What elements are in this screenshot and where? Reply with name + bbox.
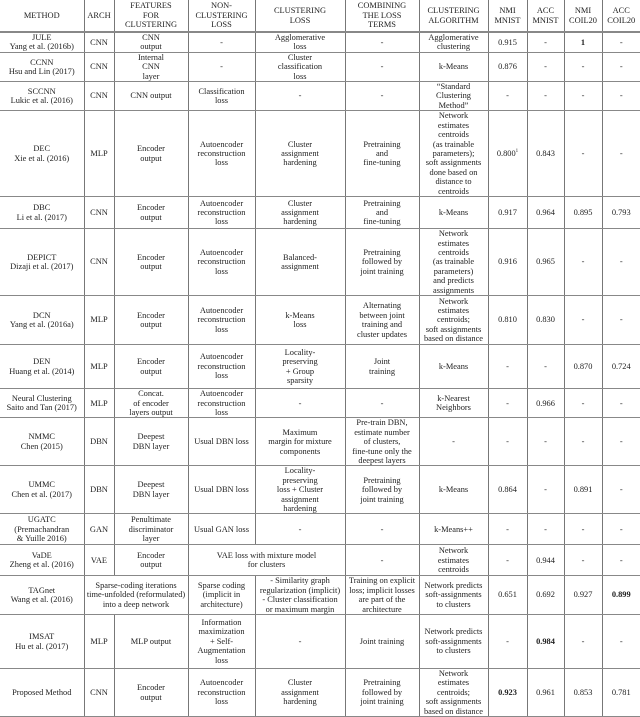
table-cell: Autoencoder reconstruction loss xyxy=(188,197,255,229)
table-cell: Sparse-coding iterations time-unfolded (reformulated) into a deep network xyxy=(84,576,188,615)
table-cell: 0.651 xyxy=(488,576,527,615)
table-cell: Usual DBN loss xyxy=(188,466,255,514)
table-cell: Classification loss xyxy=(188,82,255,111)
column-header: METHOD xyxy=(0,0,84,32)
table-cell: - xyxy=(188,32,255,52)
table-row xyxy=(0,32,640,52)
method-cell: Proposed Method xyxy=(0,669,84,717)
table-cell: - xyxy=(345,545,419,576)
table-cell: MLP xyxy=(84,345,114,389)
table-cell: 0.781 xyxy=(602,669,640,717)
column-header: FEATURES FOR CLUSTERING xyxy=(114,0,188,32)
table-cell: - xyxy=(255,615,345,669)
table-cell: - xyxy=(345,32,419,52)
table-cell: MLP xyxy=(84,389,114,418)
table-cell: Deepest DBN layer xyxy=(114,466,188,514)
table-cell: Pretraining and fine-tuning xyxy=(345,111,419,197)
table-row xyxy=(0,345,640,389)
table-cell: 0.724 xyxy=(602,345,640,389)
table-cell: - xyxy=(488,545,527,576)
table-cell: Penultimate discriminator layer xyxy=(114,514,188,545)
table-cell: 0.966 xyxy=(527,389,564,418)
table-cell: CNN xyxy=(84,669,114,717)
table-cell: - xyxy=(602,229,640,296)
table-row xyxy=(0,466,640,514)
method-cell: JULE Yang et al. (2016b) xyxy=(0,32,84,52)
table-row xyxy=(0,615,640,669)
table-cell: Agglomerative loss xyxy=(255,32,345,52)
table-cell: DBN xyxy=(84,466,114,514)
table-cell: Joint training xyxy=(345,615,419,669)
table-row xyxy=(0,389,640,418)
table-cell: Autoencoder reconstruction loss xyxy=(188,669,255,717)
table-cell: VAE loss with mixture model for clusters xyxy=(188,545,345,576)
table-cell: Network estimates centroids xyxy=(419,545,488,576)
table-cell: Encoder output xyxy=(114,111,188,197)
table-cell: - xyxy=(602,418,640,466)
method-cell: NMMC Chen (2015) xyxy=(0,418,84,466)
table-cell: - xyxy=(488,615,527,669)
table-row xyxy=(0,197,640,229)
table-cell: Encoder output xyxy=(114,345,188,389)
table-cell: MLP xyxy=(84,296,114,345)
table-cell: - xyxy=(188,52,255,81)
table-cell: 0.917 xyxy=(488,197,527,229)
table-row xyxy=(0,82,640,111)
table-cell: 0.923 xyxy=(488,669,527,717)
table-cell: 0.944 xyxy=(527,545,564,576)
table-row xyxy=(0,296,640,345)
table-cell: Locality- preserving loss + Cluster assignment hardening xyxy=(255,466,345,514)
table-cell: DBN xyxy=(84,418,114,466)
table-cell: 0.876 xyxy=(488,52,527,81)
table-cell: Encoder output xyxy=(114,545,188,576)
table-cell: - xyxy=(564,296,602,345)
table-cell: k-Means loss xyxy=(255,296,345,345)
table-cell: - xyxy=(602,514,640,545)
table-cell: Usual GAN loss xyxy=(188,514,255,545)
table-cell: Pretraining followed by joint training xyxy=(345,669,419,717)
table-cell: Concat. of encoder layers output xyxy=(114,389,188,418)
table-cell: - xyxy=(488,514,527,545)
table-cell: - xyxy=(255,389,345,418)
table-cell: 0.899 xyxy=(602,576,640,615)
table-cell: 0.692 xyxy=(527,576,564,615)
table-cell: - xyxy=(602,615,640,669)
table-cell: - xyxy=(602,466,640,514)
table-row xyxy=(0,52,640,81)
table-cell: - xyxy=(564,111,602,197)
table-cell: - xyxy=(564,82,602,111)
table-cell: - xyxy=(345,514,419,545)
table-cell: - xyxy=(602,296,640,345)
table-cell: - xyxy=(527,345,564,389)
table-row xyxy=(0,418,640,466)
table-cell: - xyxy=(564,615,602,669)
table-cell: Network estimates centroids (as trainable parameters); soft assignments done based on distance to centroids xyxy=(419,111,488,197)
table-cell: 0.870 xyxy=(564,345,602,389)
table-row xyxy=(0,545,640,576)
table-row xyxy=(0,514,640,545)
table-row xyxy=(0,229,640,296)
table-cell: GAN xyxy=(84,514,114,545)
table-cell: 0.964 xyxy=(527,197,564,229)
column-header: CLUSTERING ALGORITHM xyxy=(419,0,488,32)
table-cell xyxy=(488,111,527,197)
table-cell: Encoder output xyxy=(114,197,188,229)
table-cell: Balanced- assignment xyxy=(255,229,345,296)
table-cell: - xyxy=(602,389,640,418)
table-cell: CNN xyxy=(84,82,114,111)
method-cell: DBC Li et al. (2017) xyxy=(0,197,84,229)
table-cell: k-Means xyxy=(419,52,488,81)
table-cell: Pretraining and fine-tuning xyxy=(345,197,419,229)
table-cell: - Similarity graph regularization (implicit) - Cluster classification or maximum margin xyxy=(255,576,345,615)
method-cell: DEN Huang et al. (2014) xyxy=(0,345,84,389)
table-cell: Pretraining followed by joint training xyxy=(345,229,419,296)
table-cell: - xyxy=(488,389,527,418)
table-cell: MLP xyxy=(84,615,114,669)
table-cell: Training on explicit loss; implicit losses are part of the architecture xyxy=(345,576,419,615)
table-cell: Pretraining followed by joint training xyxy=(345,466,419,514)
table-cell: Network predicts soft-assignments to clusters xyxy=(419,576,488,615)
table-cell: 0.793 xyxy=(602,197,640,229)
column-header: NMI COIL20 xyxy=(564,0,602,32)
table-cell: Locality- preserving + Group sparsity xyxy=(255,345,345,389)
method-cell: Neural Clustering Saito and Tan (2017) xyxy=(0,389,84,418)
table-row xyxy=(0,669,640,717)
table-cell: - xyxy=(564,418,602,466)
table-cell: - xyxy=(345,82,419,111)
table-cell: Usual DBN loss xyxy=(188,418,255,466)
table-cell: Cluster classification loss xyxy=(255,52,345,81)
table-cell: - xyxy=(564,545,602,576)
method-cell: UGATC (Premachandran & Yuille 2016) xyxy=(0,514,84,545)
table-cell: - xyxy=(602,111,640,197)
table-cell: Agglomerative clustering xyxy=(419,32,488,52)
table-cell: 0.965 xyxy=(527,229,564,296)
table-cell: 0.830 xyxy=(527,296,564,345)
table-cell: CNN xyxy=(84,197,114,229)
table-cell: Autoencoder reconstruction loss xyxy=(188,229,255,296)
table-cell: Network estimates centroids (as trainable parameters) and predicts assignments xyxy=(419,229,488,296)
table-cell: Cluster assignment hardening xyxy=(255,669,345,717)
column-header: CLUSTERING LOSS xyxy=(255,0,345,32)
table-cell: Cluster assignment hardening xyxy=(255,111,345,197)
table-cell: CNN xyxy=(84,32,114,52)
column-header: ARCH xyxy=(84,0,114,32)
table-cell: - xyxy=(527,52,564,81)
table-cell: - xyxy=(345,52,419,81)
column-header: NON- CLUSTERING LOSS xyxy=(188,0,255,32)
table-cell: 0.891 xyxy=(564,466,602,514)
table-cell: Autoencoder reconstruction loss xyxy=(188,345,255,389)
column-header: NMI MNIST xyxy=(488,0,527,32)
table-cell: MLP xyxy=(84,111,114,197)
column-header: ACC COIL20 xyxy=(602,0,640,32)
table-cell: - xyxy=(564,52,602,81)
table-cell: VAE xyxy=(84,545,114,576)
table-cell: 1 xyxy=(564,32,602,52)
table-cell: - xyxy=(527,82,564,111)
table-row xyxy=(0,111,640,197)
table-cell: 0.961 xyxy=(527,669,564,717)
table-cell: Maximum margin for mixture components xyxy=(255,418,345,466)
method-cell: CCNN Hsu and Lin (2017) xyxy=(0,52,84,81)
table-cell: Network estimates centroids; soft assignments based on distance xyxy=(419,296,488,345)
table-cell: 0.864 xyxy=(488,466,527,514)
table-cell: 0.810 xyxy=(488,296,527,345)
table-cell: k-Nearest Neighbors xyxy=(419,389,488,418)
table-cell: - xyxy=(602,52,640,81)
table-cell: Encoder output xyxy=(114,669,188,717)
table-cell: - xyxy=(345,389,419,418)
table-cell: - xyxy=(488,345,527,389)
table-cell: CNN xyxy=(84,52,114,81)
table-cell: Network predicts soft-assignments to clusters xyxy=(419,615,488,669)
table-cell: 0.927 xyxy=(564,576,602,615)
table-cell: Autoencoder reconstruction loss xyxy=(188,296,255,345)
method-cell: VaDE Zheng et al. (2016) xyxy=(0,545,84,576)
table-cell: Information maximization + Self- Augmentation loss xyxy=(188,615,255,669)
table-cell: k-Means xyxy=(419,345,488,389)
table-cell: - xyxy=(255,514,345,545)
table-cell: 0.916 xyxy=(488,229,527,296)
table-cell: CNN xyxy=(84,229,114,296)
method-cell: TAGnet Wang et al. (2016) xyxy=(0,576,84,615)
table-cell: - xyxy=(419,418,488,466)
table-cell: - xyxy=(527,466,564,514)
table-cell: Encoder output xyxy=(114,229,188,296)
method-cell: SCCNN Lukic et al. (2016) xyxy=(0,82,84,111)
table-cell: Deepest DBN layer xyxy=(114,418,188,466)
table-cell: Pre-train DBN, estimate number of clusters, fine-tune only the deepest layers xyxy=(345,418,419,466)
table-cell: - xyxy=(255,82,345,111)
table-cell: Autoencoder reconstruction loss xyxy=(188,111,255,197)
table-cell: “Standard Clustering Method” xyxy=(419,82,488,111)
table-cell: - xyxy=(602,82,640,111)
table-cell: k-Means++ xyxy=(419,514,488,545)
table-cell: 0.915 xyxy=(488,32,527,52)
cell-value: 0.800 xyxy=(496,149,516,159)
table-cell: Alternating between joint training and cluster updates xyxy=(345,296,419,345)
table-cell: Autoencoder reconstruction loss xyxy=(188,389,255,418)
table-cell: Internal CNN layer xyxy=(114,52,188,81)
table-cell: Cluster assignment hardening xyxy=(255,197,345,229)
table-cell: - xyxy=(564,229,602,296)
table-cell: Joint training xyxy=(345,345,419,389)
table-cell: - xyxy=(527,418,564,466)
header-row xyxy=(0,0,640,32)
table-cell: k-Means xyxy=(419,466,488,514)
table-cell: 0.984 xyxy=(527,615,564,669)
table-cell: - xyxy=(564,514,602,545)
method-cell: IMSAT Hu et al. (2017) xyxy=(0,615,84,669)
table-cell: Sparse coding (implicit in architecture) xyxy=(188,576,255,615)
table-cell: - xyxy=(564,389,602,418)
table-cell: - xyxy=(602,545,640,576)
table-row xyxy=(0,576,640,615)
table-cell: 0.895 xyxy=(564,197,602,229)
method-cell: UMMC Chen et al. (2017) xyxy=(0,466,84,514)
column-header: COMBINING THE LOSS TERMS xyxy=(345,0,419,32)
table-cell: - xyxy=(488,418,527,466)
method-cell: DCN Yang et al. (2016a) xyxy=(0,296,84,345)
table-cell: CNN output xyxy=(114,32,188,52)
table-cell: - xyxy=(527,32,564,52)
table-cell: 0.843 xyxy=(527,111,564,197)
table-cell: - xyxy=(488,82,527,111)
table-cell: k-Means xyxy=(419,197,488,229)
table-cell: Network estimates centroids; soft assignments based on distance xyxy=(419,669,488,717)
footnote-marker: 1 xyxy=(515,149,519,155)
method-cell: DEPICT Dizaji et al. (2017) xyxy=(0,229,84,296)
table-cell: Encoder output xyxy=(114,296,188,345)
table-cell: - xyxy=(602,32,640,52)
table-cell: 0.853 xyxy=(564,669,602,717)
table-cell: MLP output xyxy=(114,615,188,669)
method-cell: DEC Xie et al. (2016) xyxy=(0,111,84,197)
column-header: ACC MNIST xyxy=(527,0,564,32)
table-cell: - xyxy=(527,514,564,545)
table-cell: CNN output xyxy=(114,82,188,111)
